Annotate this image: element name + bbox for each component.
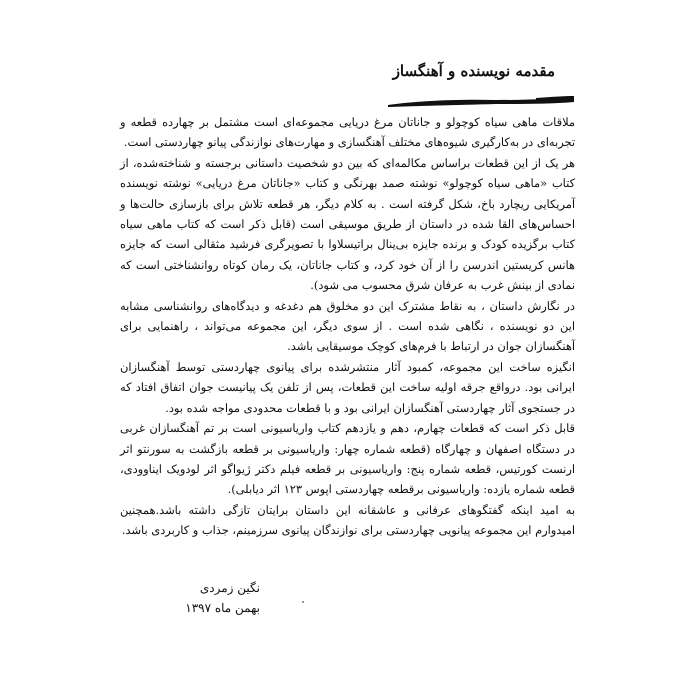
body-text <box>120 112 575 541</box>
paragraph-1: ملاقات ماهی سیاه کوچولو و جاناتان مرغ دریایی مجموعه‌ای است مشتمل بر چهارده قطعه و تجربه‌ای در به‌کارگیری شیوه‌های مختلف آهنگسازی و مهارت‌های نوازندگی پیانو چهاردستی است. <box>120 115 575 150</box>
signature-block <box>185 578 260 618</box>
signature-date: بهمن ماه ۱۳۹۷ <box>185 601 260 615</box>
paragraph-3: در نگارش داستان ، به نقاط مشترک این دو مخلوق هم دغدغه و دیدگاه‌های روانشناسی مشابه این دو نویسنده ، نگاهی شده است . از سوی دیگر، این مجموعه می‌تواند ، راهنمایی برای آهنگسازان جوان در ارتباط با فرم‌های کوچک موسیقایی باشد. <box>120 298 575 354</box>
paragraph-4: انگیزه ساخت این مجموعه، کمبود آثار منتشرشده برای پیانوی چهاردستی توسط آهنگسازان ایرانی بود. درواقع جرقه اولیه ساخت این قطعات، پس از تلفن یک پیانیست جوان اتفاق افتاد که در جستجوی آثار چهاردستی آهنگسازان ایرانی بود و با قطعات محدودی مواجه شده بود. <box>120 359 575 415</box>
paragraph-2: هر یک از این قطعات براساس مکالمه‌ای که بین دو شخصیت داستانی برجسته و شناخته‌شده، از کتاب «ماهی سیاه کوچولو» نوشته صمد بهرنگی و کتاب «جاناتان مرغ دریایی» نوشته نویسنده آمریکایی ریچارد باخ، شکل گرفته است . به کلام دیگر، هر قطعه تلاش برای بازسازی حالت‌ها و احساس‌های القا شده در داستان از طریق موسیقی است (قابل ذکر است که کتاب ماهی سیاه کتاب برگزیده کودک و برنده جایزه بی‌ینال براتیسلاوا با تصویرگری فرشید مثقالی است که جایزه هانس کریستین اندرسن را از آن خود کرد، و کتاب جاناتان، یک رمان کوتاه روانشناختی است که نمادی از بینش غرب به عرفان شرق محسوب می شود). <box>120 155 575 293</box>
paragraph-6: به امید اینکه گفتگوهای عرفانی و عاشقانه این داستان برایتان تازگی داشته باشد.همچنین امیدوارم این مجموعه پیانویی چهاردستی برای نوازندگان پیانوی سرزمینم، جذاب و کاربردی باشد. <box>120 502 575 538</box>
document-heading: مقدمه نویسنده و آهنگساز <box>392 62 555 80</box>
paragraph-5: قابل ذکر است که قطعات چهارم، دهم و یازدهم کتاب واریاسیونی است بر تم آهنگسازان غربی در دستگاه اصفهان و چهارگاه (قطعه شماره چهار: واریاسیونی بر قطعه بازگشت به سورنتو اثر ارنست کورتیس، قطعه شماره پنج: واریاسیونی بر قطعه فیلم دکتر ژیواگو اثر لودویک ایناوودی، قطعه شماره یازده: واریاسیونی برقطعه چهاردستی اپوس ۱۲۳ اثر دیابلی). <box>120 421 575 497</box>
author-name: نگین زمردی <box>199 581 260 595</box>
stray-dot <box>302 601 304 603</box>
brush-stroke-underline <box>386 94 576 110</box>
